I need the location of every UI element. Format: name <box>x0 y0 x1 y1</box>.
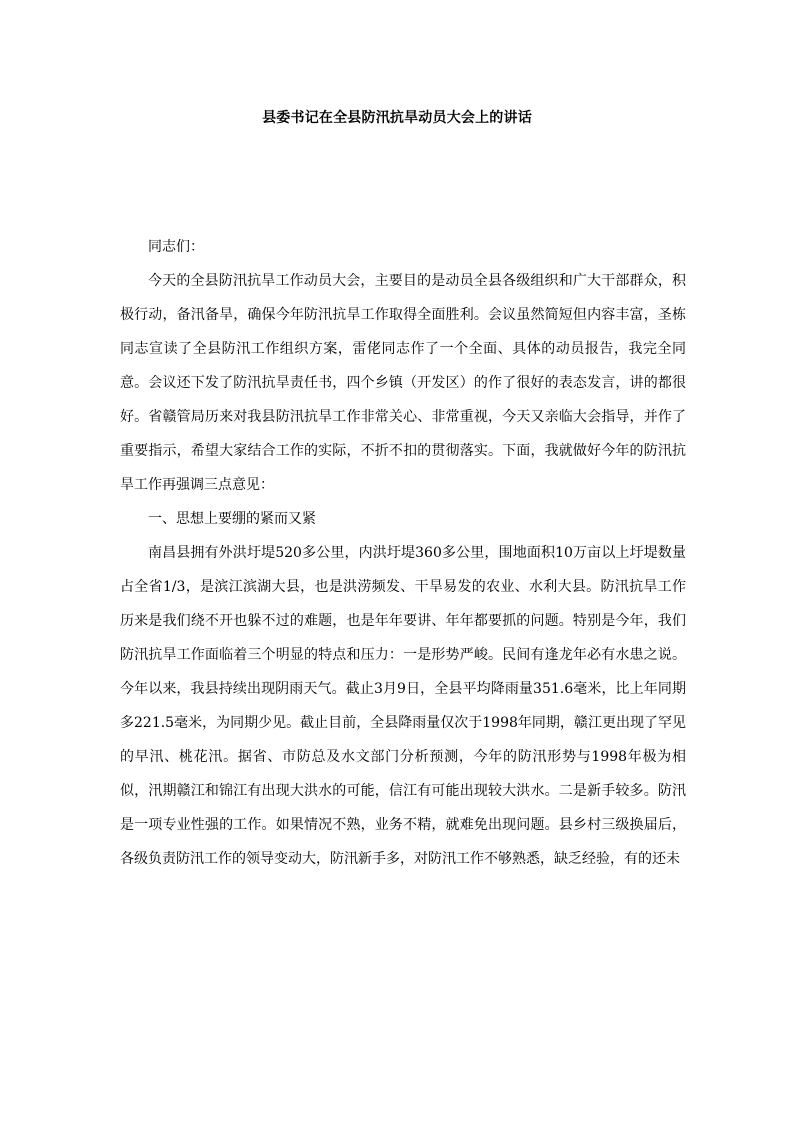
document-body <box>120 230 686 876</box>
paragraph-body: 南昌县拥有外洪圩堤520多公里，内洪圩堤360多公里，围地面积10万亩以上圩堤数量占全省1/3，是滨江滨湖大县，也是洪涝频发、干旱易发的农业、水利大县。防汛抗旱工作历来是我们绕不开也躲不过的难题，也是年年要讲、年年都要抓的问题。特别是今年，我们防汛抗旱工作面临着三个明显的特点和压力：一是形势严峻。民间有逢龙年必有水患之说。今年以来，我县持续出现阴雨天气。截止3月9日，全县平均降雨量351.6毫米，比上年同期多221.5毫米，为同期少见。截止目前，全县降雨量仅次于1998年同期，赣江更出现了罕见的早汛、桃花汛。据省、市防总及水文部门分析预测，今年的防汛形势与1998年极为相似，汛期赣江和锦江有出现大洪水的可能，信江有可能出现较大洪水。二是新手较多。防汛是一项专业性强的工作。如果情况不熟，业务不精，就难免出现问题。县乡村三级换届后，各级负责防汛工作的领导变动大，防汛新手多，对防汛工作不够熟悉，缺乏经验，有的还未 <box>120 545 686 867</box>
section-heading: 一、思想上要绷的紧而又紧 <box>148 511 316 527</box>
paragraph-intro: 今天的全县防汛抗旱工作动员大会，主要目的是动员全县各级组织和广大干部群众，积极行动，备汛备旱，确保今年防汛抗旱工作取得全面胜利。会议虽然简短但内容丰富，圣栋同志宣读了全县防汛工作组织方案，雷佬同志作了一个全面、具体的动员报告，我完全同意。会议还下发了防汛抗旱责任书，四个乡镇（开发区）的作了很好的表态发言，讲的都很好。省赣管局历来对我县防汛抗旱工作非常关心、非常重视，今天又亲临大会指导，并作了重要指示，希望大家结合工作的实际，不折不扣的贯彻落实。下面，我就做好今年的防汛抗旱工作再强调三点意见： <box>120 273 686 493</box>
document-title: 县委书记在全县防汛抗旱动员大会上的讲话 <box>262 110 532 126</box>
salutation: 同志们： <box>148 239 204 255</box>
